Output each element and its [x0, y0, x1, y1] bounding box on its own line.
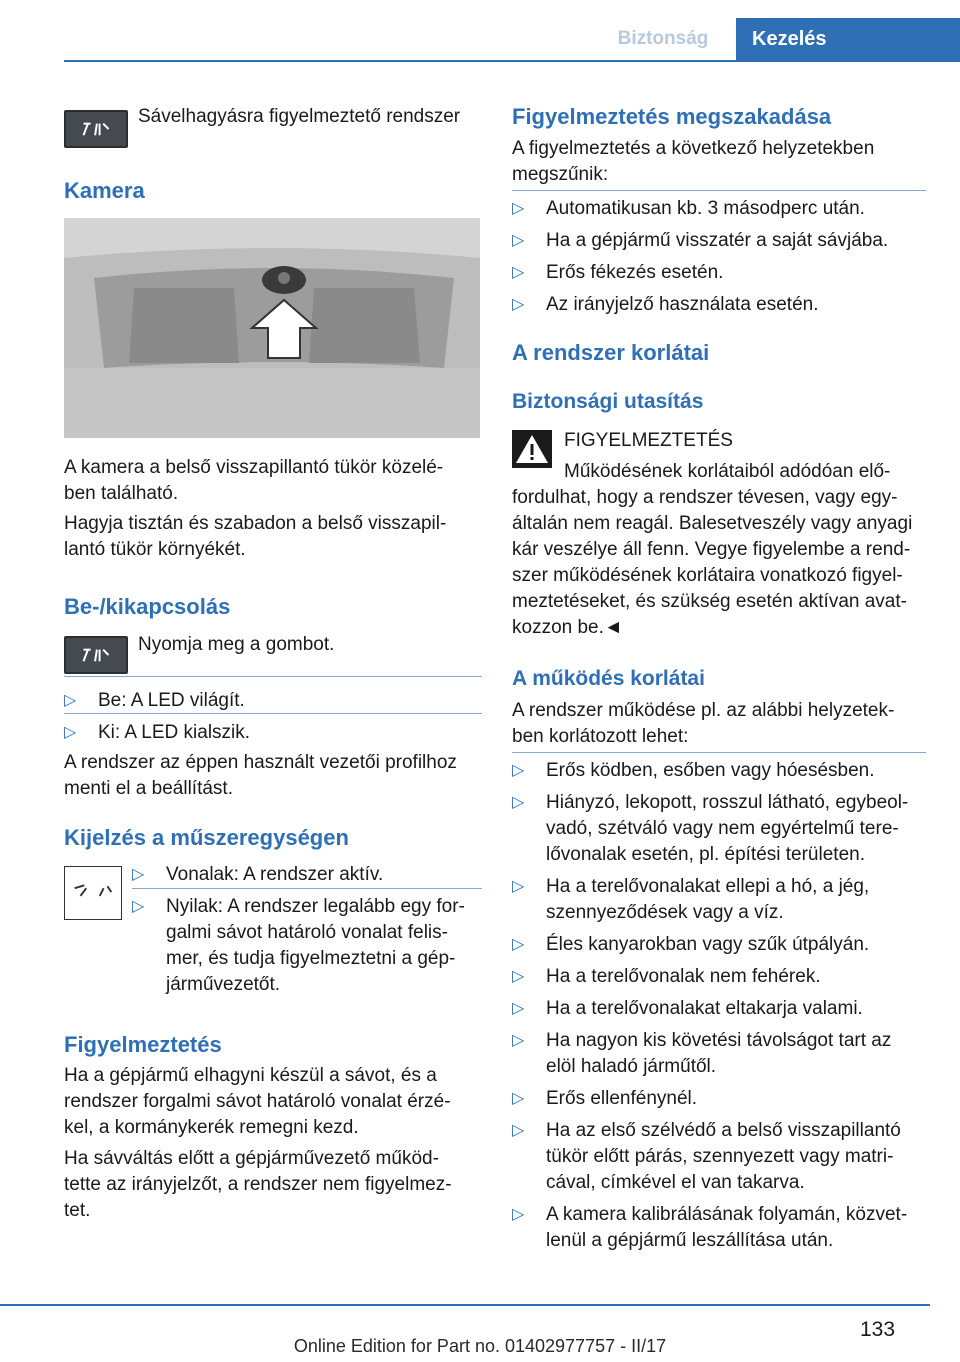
- bullet-triangle-icon: ▷: [512, 200, 525, 217]
- camera-p1-line: ben található.: [64, 483, 179, 504]
- camera-paragraph-2: [64, 511, 446, 563]
- warning-heading: Figyelmeztetés: [64, 1032, 222, 1057]
- oplimits-list: [512, 758, 932, 1254]
- list-item: ▷ Ha a terelővonalakat ellepi a hó, a jég, szennyeződések vagy a víz.: [512, 876, 870, 923]
- header-section-label: Biztonság: [617, 28, 709, 49]
- header-chapter-tab: Kezelés: [736, 18, 960, 60]
- bullet-triangle-icon: ▷: [512, 794, 525, 811]
- safety-heading: Biztonsági utasítás: [512, 390, 704, 413]
- list-item: ▷ Ha az első szélvédő a belső visszapillantó tükör előtt párás, szennyezett vagy matri- cával, címkével el van takarva.: [512, 1120, 901, 1193]
- limits-heading: A rendszer korlátai: [512, 340, 710, 365]
- list-item: ▷ Ha a gépjármű visszatér a saját sávjába.: [512, 228, 926, 254]
- oplimits-paragraph: A rendszer működése pl. az alábbi helyzetek- ben korlátozott lehet:: [512, 700, 895, 747]
- camera-heading: Kamera: [64, 178, 145, 203]
- footer-rule: [0, 1304, 930, 1306]
- header-rule: [64, 60, 960, 62]
- bullet-triangle-icon: ▷: [512, 1206, 525, 1223]
- stop-paragraph: A figyelmeztetés a következő helyzetekben megszűnik:: [512, 138, 875, 185]
- camera-p1-line: A kamera a belső visszapillantó tükör közelé-: [64, 457, 444, 478]
- list-item: ▷ Automatikusan kb. 3 másodperc után.: [512, 196, 926, 222]
- list-item: ▷ A kamera kalibrálásának folyamán, közvet- lenül a gépjármű leszállítása után.: [512, 1204, 908, 1251]
- divider: [512, 190, 926, 191]
- onoff-paragraph: A rendszer az éppen használt vezetői profilhoz menti el a beállítást.: [64, 752, 457, 799]
- footer-edition: Online Edition for Part no. 01402977757 - II/17: [293, 1336, 667, 1356]
- page-header: [0, 0, 960, 62]
- list-item: ▷ Éles kanyarokban vagy szűk útpályán.: [512, 932, 932, 958]
- camera-p2-line: lantó tükör környékét.: [64, 539, 246, 560]
- bullet-triangle-icon: ▷: [512, 968, 525, 985]
- camera-paragraph-1: [64, 455, 443, 507]
- bullet-triangle-icon: ▷: [64, 724, 77, 741]
- list-item: ▷ Vonalak: A rendszer aktív.: [132, 862, 482, 888]
- safety-body: fordulhat, hogy a rendszer tévesen, vagy egy- általán nem reagál. Balesetveszély vagy anyagi kár veszélye áll fenn. Vegye figyelembe a rend- szer működésének korlátaira vonatkozó figyel- meztetéseket, és szükség esetén aktívan avat- kozzon be.◄: [512, 487, 913, 638]
- stop-heading: Figyelmeztetés megszakadása: [512, 104, 832, 129]
- list-item: ▷ Erős fékezés esetén.: [512, 260, 926, 286]
- lane-lines-display-icon: [64, 866, 122, 920]
- camera-location-photo: [64, 218, 480, 438]
- list-item: ▷ Ha a terelővonalak nem fehérek.: [512, 964, 932, 990]
- divider: [64, 676, 482, 677]
- bullet-triangle-icon: ▷: [132, 898, 145, 915]
- list-item: ▷ Az irányjelző használata esetén.: [512, 292, 926, 318]
- bullet-triangle-icon: ▷: [512, 936, 525, 953]
- safety-title: FIGYELMEZTETÉS: [564, 430, 733, 451]
- bullet-triangle-icon: ▷: [512, 878, 525, 895]
- safety-line: Működésének korlátaiból adódóan elő-: [564, 461, 891, 482]
- list-item: ▷ Ha a terelővonalakat eltakarja valami.: [512, 996, 932, 1022]
- divider: [64, 713, 482, 714]
- onoff-heading: Be-/kikapcsolás: [64, 594, 231, 619]
- bullet-triangle-icon: ▷: [512, 296, 525, 313]
- bullet-triangle-icon: ▷: [512, 232, 525, 249]
- onoff-caption: Nyomja meg a gombot.: [138, 634, 335, 655]
- display-list: [132, 862, 482, 998]
- camera-p2-line: Hagyja tisztán és szabadon a belső visszapil-: [64, 513, 447, 534]
- list-item: ▷ Ki: A LED kialszik.: [64, 720, 482, 746]
- onoff-list: [64, 688, 482, 746]
- list-item: ▷ Nyilak: A rendszer legalább egy for- galmi sávot határoló vonalat felis- mer, és tudja figyelmeztetni a gép- járművezetőt.: [132, 896, 465, 995]
- list-item: ▷ Hiányzó, lekopott, rosszul látható, egybeol- vadó, szétváló vagy nem egyértelmű tere- lővonalak esetén, pl. építési területen.: [512, 792, 909, 865]
- bullet-triangle-icon: ▷: [512, 1000, 525, 1017]
- bullet-triangle-icon: ▷: [132, 866, 145, 883]
- bullet-triangle-icon: ▷: [64, 692, 77, 709]
- warning-paragraph-2: Ha sávváltás előtt a gépjárművezető működ- tette az irányjelzőt, a rendszer nem figyelmez- tet.: [64, 1148, 452, 1221]
- bullet-triangle-icon: ▷: [512, 762, 525, 779]
- display-heading: Kijelzés a műszeregységen: [64, 825, 349, 850]
- bullet-triangle-icon: ▷: [512, 1090, 525, 1107]
- bullet-triangle-icon: ▷: [512, 1032, 525, 1049]
- divider: [132, 888, 482, 889]
- oplimits-heading: A működés korlátai: [512, 667, 705, 690]
- bullet-triangle-icon: ▷: [512, 1122, 525, 1139]
- warning-triangle-icon: [512, 430, 552, 468]
- list-item: ▷ Ha nagyon kis követési távolságot tart az elöl haladó járműtől.: [512, 1030, 892, 1077]
- intro-caption: Sávelhagyásra figyelmeztető rendszer: [138, 106, 461, 127]
- stop-list: [512, 196, 926, 318]
- lane-departure-button-icon: [64, 110, 128, 148]
- list-item: ▷ Be: A LED világít.: [64, 688, 482, 714]
- list-item: ▷ Erős ellenfénynél.: [512, 1086, 932, 1112]
- bullet-triangle-icon: ▷: [512, 264, 525, 281]
- warning-paragraph-1: Ha a gépjármű elhagyni készül a sávot, és a rendszer forgalmi sávot határoló vonalat érzé- kel, a kormánykerék remegni kezd.: [64, 1065, 451, 1138]
- page-number: 133: [860, 1318, 896, 1341]
- lane-departure-button-icon: [64, 636, 128, 674]
- divider: [512, 752, 926, 753]
- list-item: ▷ Erős ködben, esőben vagy hóesésben.: [512, 758, 932, 784]
